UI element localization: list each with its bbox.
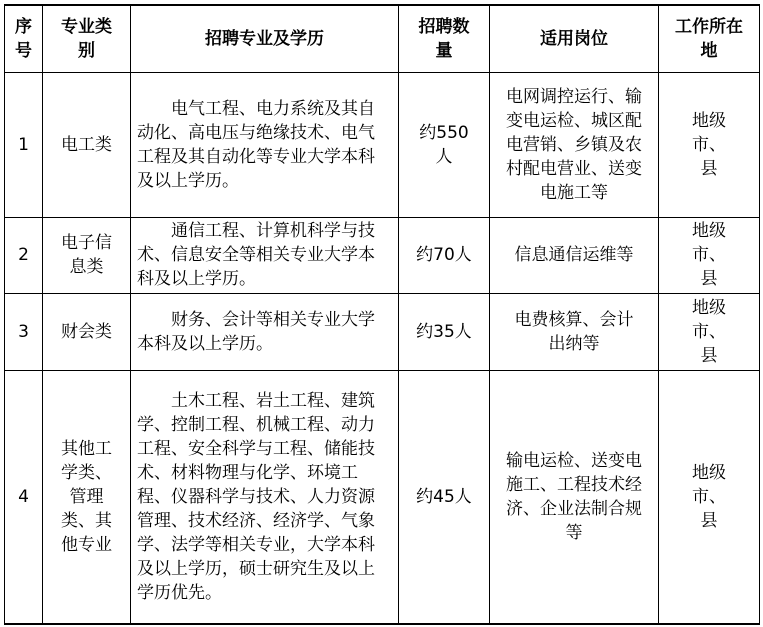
- table-row: [5, 72, 760, 217]
- row-category: 财会类: [43, 293, 131, 370]
- row-major-edu: 财务、会计等相关专业大学本科及以上学历。: [131, 293, 399, 370]
- row-quota: 约70人: [399, 217, 490, 293]
- header-no: 序号: [5, 5, 43, 72]
- row-positions: 电费核算、会计出纳等: [490, 293, 659, 370]
- table-row: [5, 293, 760, 370]
- row-category: 电工类: [43, 72, 131, 217]
- header-row: [5, 5, 760, 72]
- recruitment-table: [4, 4, 760, 625]
- row-quota: 约550人: [399, 72, 490, 217]
- row-quota: 约45人: [399, 370, 490, 624]
- row-location: 地级市、县: [659, 217, 760, 293]
- table-row: [5, 217, 760, 293]
- row-major-edu: 土木工程、岩土工程、建筑学、控制工程、机械工程、动力工程、安全科学与工程、储能技术、材料物理与化学、环境工程、仪器科学与技术、人力资源管理、技术经济、经济学、气象学、法学等相关专业，大学本科及以上学历，硕士研究生及以上学历优先。: [131, 370, 399, 624]
- header-positions: 适用岗位: [490, 5, 659, 72]
- row-major-edu: 电气工程、电力系统及其自动化、高电压与绝缘技术、电气工程及其自动化等专业大学本科及以上学历。: [131, 72, 399, 217]
- header-location: 工作所在地: [659, 5, 760, 72]
- table-row: [5, 370, 760, 624]
- header-quota: 招聘数量: [399, 5, 490, 72]
- row-location: 地级市、县: [659, 293, 760, 370]
- row-category: 电子信息类: [43, 217, 131, 293]
- row-no: 3: [5, 293, 43, 370]
- row-location: 地级市、县: [659, 72, 760, 217]
- header-major-edu: 招聘专业及学历: [131, 5, 399, 72]
- header-category: 专业类别: [43, 5, 131, 72]
- row-quota: 约35人: [399, 293, 490, 370]
- row-positions: 信息通信运维等: [490, 217, 659, 293]
- row-positions: 输电运检、送变电施工、工程技术经济、企业法制合规等: [490, 370, 659, 624]
- row-major-edu: 通信工程、计算机科学与技术、信息安全等相关专业大学本科及以上学历。: [131, 217, 399, 293]
- row-no: 2: [5, 217, 43, 293]
- row-location: 地级市、县: [659, 370, 760, 624]
- row-no: 4: [5, 370, 43, 624]
- row-category: 其他工学类、管理类、其他专业: [43, 370, 131, 624]
- row-positions: 电网调控运行、输变电运检、城区配电营销、乡镇及农村配电营业、送变电施工等: [490, 72, 659, 217]
- row-no: 1: [5, 72, 43, 217]
